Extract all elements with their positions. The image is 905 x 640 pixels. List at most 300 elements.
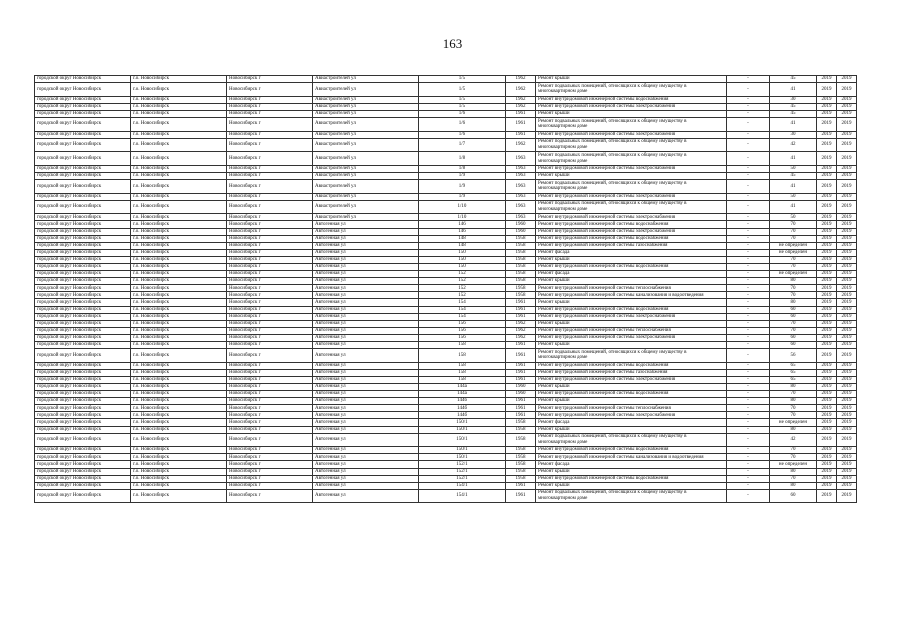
year-built-cell: 1958 <box>506 468 536 475</box>
work-type-cell: Ремонт внутридомовой инженерной системы теплоснабжения <box>536 327 727 334</box>
table-row <box>35 398 857 405</box>
dash-cell: - <box>727 242 770 249</box>
dash-cell: - <box>727 285 770 292</box>
work-volume-cell: 70 <box>770 475 817 482</box>
district-cell: городской округ Новосибирск <box>35 249 131 256</box>
start-year-cell: 2019 <box>817 103 837 110</box>
end-year-cell: 2019 <box>837 306 857 313</box>
start-year-cell: 2019 <box>817 271 837 278</box>
table-row <box>35 152 857 166</box>
start-year-cell: 2019 <box>817 200 837 214</box>
street-cell: Авиастроителей ул <box>313 76 419 83</box>
district-cell: городской округ Новосибирск <box>35 398 131 405</box>
house-number-cell: 146 <box>419 221 506 228</box>
end-year-cell: 2019 <box>837 249 857 256</box>
house-number-cell: 154/1 <box>419 489 506 503</box>
city-cell: Новосибирск г <box>227 172 313 179</box>
year-built-cell: 1963 <box>506 165 536 172</box>
year-built-cell: 1958 <box>506 447 536 454</box>
table-row <box>35 383 857 390</box>
work-volume-cell: не определен <box>770 242 817 249</box>
city-cell: Новосибирск г <box>227 292 313 299</box>
start-year-cell: 2019 <box>817 131 837 138</box>
district-cell: городской округ Новосибирск <box>35 369 131 376</box>
start-year-cell: 2019 <box>817 447 837 454</box>
dash-cell: - <box>727 461 770 468</box>
end-year-cell: 2019 <box>837 235 857 242</box>
work-type-cell: Ремонт внутридомовой инженерной системы теплоснабжения <box>536 405 727 412</box>
city-cell: Новосибирск г <box>227 468 313 475</box>
end-year-cell: 2019 <box>837 138 857 152</box>
municipality-cell: г.о. Новосибирск <box>131 447 227 454</box>
district-cell: городской округ Новосибирск <box>35 433 131 447</box>
work-volume-cell: 41 <box>770 180 817 194</box>
table-row <box>35 327 857 334</box>
dash-cell: - <box>727 214 770 221</box>
district-cell: городской округ Новосибирск <box>35 256 131 263</box>
work-type-cell: Ремонт подвальных помещений, относящихся к общему имуществу в многоквартирном доме <box>536 180 727 194</box>
municipality-cell: г.о. Новосибирск <box>131 172 227 179</box>
work-volume-cell: 50 <box>770 165 817 172</box>
street-cell: Автогенная ул <box>313 405 419 412</box>
city-cell: Новосибирск г <box>227 83 313 97</box>
district-cell: городской округ Новосибирск <box>35 103 131 110</box>
start-year-cell: 2019 <box>817 327 837 334</box>
end-year-cell: 2019 <box>837 334 857 341</box>
district-cell: городской округ Новосибирск <box>35 271 131 278</box>
end-year-cell: 2019 <box>837 461 857 468</box>
street-cell: Автогенная ул <box>313 461 419 468</box>
table-row <box>35 235 857 242</box>
year-built-cell: 1961 <box>506 349 536 363</box>
house-number-cell: 154/1 <box>419 482 506 489</box>
dash-cell: - <box>727 200 770 214</box>
street-cell: Авиастроителей ул <box>313 193 419 200</box>
municipality-cell: г.о. Новосибирск <box>131 110 227 117</box>
district-cell: городской округ Новосибирск <box>35 76 131 83</box>
start-year-cell: 2019 <box>817 228 837 235</box>
city-cell: Новосибирск г <box>227 228 313 235</box>
city-cell: Новосибирск г <box>227 278 313 285</box>
start-year-cell: 2019 <box>817 96 837 103</box>
table-row <box>35 468 857 475</box>
start-year-cell: 2019 <box>817 383 837 390</box>
end-year-cell: 2019 <box>837 376 857 383</box>
year-built-cell: 1962 <box>506 327 536 334</box>
work-type-cell: Ремонт фасада <box>536 419 727 426</box>
city-cell: Новосибирск г <box>227 334 313 341</box>
city-cell: Новосибирск г <box>227 117 313 131</box>
house-number-cell: 148 <box>419 235 506 242</box>
dash-cell: - <box>727 278 770 285</box>
work-type-cell: Ремонт внутридомовой инженерной системы электроснабжения <box>536 228 727 235</box>
year-built-cell: 1961 <box>506 362 536 369</box>
house-number-cell: 1/6 <box>419 117 506 131</box>
table-row <box>35 433 857 447</box>
house-number-cell: 154 <box>419 306 506 313</box>
year-built-cell: 1958 <box>506 249 536 256</box>
district-cell: городской округ Новосибирск <box>35 412 131 419</box>
work-type-cell: Ремонт крыши <box>536 110 727 117</box>
end-year-cell: 2019 <box>837 285 857 292</box>
municipality-cell: г.о. Новосибирск <box>131 285 227 292</box>
street-cell: Авиастроителей ул <box>313 117 419 131</box>
work-type-cell: Ремонт внутридомовой инженерной системы канализования и водоотведения <box>536 454 727 461</box>
house-number-cell: 144б <box>419 412 506 419</box>
table-row <box>35 83 857 97</box>
city-cell: Новосибирск г <box>227 180 313 194</box>
street-cell: Автогенная ул <box>313 228 419 235</box>
house-number-cell: 1/5 <box>419 103 506 110</box>
work-type-cell: Ремонт внутридомовой инженерной системы водоснабжения <box>536 362 727 369</box>
work-type-cell: Ремонт внутридомовой инженерной системы электроснабжения <box>536 165 727 172</box>
house-number-cell: 158 <box>419 369 506 376</box>
district-cell: городской округ Новосибирск <box>35 172 131 179</box>
work-volume-cell: не определен <box>770 271 817 278</box>
table-row <box>35 342 857 349</box>
table-row <box>35 172 857 179</box>
street-cell: Автогенная ул <box>313 482 419 489</box>
house-number-cell: 150 <box>419 263 506 270</box>
district-cell: городской округ Новосибирск <box>35 376 131 383</box>
table-row <box>35 292 857 299</box>
end-year-cell: 2019 <box>837 426 857 433</box>
street-cell: Авиастроителей ул <box>313 152 419 166</box>
house-number-cell: 156 <box>419 334 506 341</box>
year-built-cell: 1961 <box>506 398 536 405</box>
end-year-cell: 2019 <box>837 475 857 482</box>
start-year-cell: 2019 <box>817 83 837 97</box>
end-year-cell: 2019 <box>837 131 857 138</box>
table-row <box>35 475 857 482</box>
year-built-cell: 1958 <box>506 426 536 433</box>
work-type-cell: Ремонт внутридомовой инженерной системы электроснабжения <box>536 214 727 221</box>
repair-registry-table <box>34 75 857 503</box>
registry-body <box>35 76 857 503</box>
table-row <box>35 362 857 369</box>
work-volume-cell: 50 <box>770 193 817 200</box>
year-built-cell: 1962 <box>506 138 536 152</box>
year-built-cell: 1962 <box>506 334 536 341</box>
house-number-cell: 150 <box>419 256 506 263</box>
dash-cell: - <box>727 110 770 117</box>
work-type-cell: Ремонт внутридомовой инженерной системы водоснабжения <box>536 96 727 103</box>
house-number-cell: 156 <box>419 327 506 334</box>
year-built-cell: 1961 <box>506 117 536 131</box>
street-cell: Автогенная ул <box>313 306 419 313</box>
table-row <box>35 110 857 117</box>
end-year-cell: 2019 <box>837 165 857 172</box>
dash-cell: - <box>727 376 770 383</box>
start-year-cell: 2019 <box>817 433 837 447</box>
work-type-cell: Ремонт крыши <box>536 172 727 179</box>
municipality-cell: г.о. Новосибирск <box>131 228 227 235</box>
work-type-cell: Ремонт крыши <box>536 256 727 263</box>
start-year-cell: 2019 <box>817 369 837 376</box>
work-volume-cell: 41 <box>770 152 817 166</box>
dash-cell: - <box>727 83 770 97</box>
district-cell: городской округ Новосибирск <box>35 235 131 242</box>
municipality-cell: г.о. Новосибирск <box>131 242 227 249</box>
municipality-cell: г.о. Новосибирск <box>131 454 227 461</box>
year-built-cell: 1961 <box>506 110 536 117</box>
work-volume-cell: 70 <box>770 228 817 235</box>
house-number-cell: 154 <box>419 299 506 306</box>
work-volume-cell: 80 <box>770 398 817 405</box>
table-row <box>35 131 857 138</box>
work-type-cell: Ремонт крыши <box>536 342 727 349</box>
year-built-cell: 1961 <box>506 299 536 306</box>
table-row <box>35 489 857 503</box>
street-cell: Автогенная ул <box>313 271 419 278</box>
city-cell: Новосибирск г <box>227 193 313 200</box>
city-cell: Новосибирск г <box>227 405 313 412</box>
work-volume-cell: 56 <box>770 349 817 363</box>
municipality-cell: г.о. Новосибирск <box>131 482 227 489</box>
table-row <box>35 193 857 200</box>
work-type-cell: Ремонт крыши <box>536 398 727 405</box>
city-cell: Новосибирск г <box>227 327 313 334</box>
city-cell: Новосибирск г <box>227 242 313 249</box>
street-cell: Авиастроителей ул <box>313 200 419 214</box>
house-number-cell: 150/1 <box>419 419 506 426</box>
work-volume-cell: 80 <box>770 426 817 433</box>
district-cell: городской округ Новосибирск <box>35 278 131 285</box>
city-cell: Новосибирск г <box>227 221 313 228</box>
work-type-cell: Ремонт внутридомовой инженерной системы теплоснабжения <box>536 285 727 292</box>
work-type-cell: Ремонт подвальных помещений, относящихся к общему имуществу в многоквартирном доме <box>536 117 727 131</box>
work-type-cell: Ремонт крыши <box>536 299 727 306</box>
table-row <box>35 228 857 235</box>
year-built-cell: 1962 <box>506 103 536 110</box>
district-cell: городской округ Новосибирск <box>35 461 131 468</box>
start-year-cell: 2019 <box>817 292 837 299</box>
district-cell: городской округ Новосибирск <box>35 306 131 313</box>
table-row <box>35 138 857 152</box>
city-cell: Новосибирск г <box>227 152 313 166</box>
dash-cell: - <box>727 271 770 278</box>
house-number-cell: 1/10 <box>419 200 506 214</box>
work-type-cell: Ремонт подвальных помещений, относящихся к общему имуществу в многоквартирном доме <box>536 152 727 166</box>
start-year-cell: 2019 <box>817 334 837 341</box>
municipality-cell: г.о. Новосибирск <box>131 306 227 313</box>
year-built-cell: 1961 <box>506 342 536 349</box>
work-type-cell: Ремонт подвальных помещений, относящихся к общему имуществу в многоквартирном доме <box>536 349 727 363</box>
work-volume-cell: 70 <box>770 256 817 263</box>
start-year-cell: 2019 <box>817 362 837 369</box>
district-cell: городской округ Новосибирск <box>35 214 131 221</box>
work-volume-cell: 70 <box>770 292 817 299</box>
dash-cell: - <box>727 342 770 349</box>
street-cell: Автогенная ул <box>313 454 419 461</box>
dash-cell: - <box>727 138 770 152</box>
street-cell: Авиастроителей ул <box>313 131 419 138</box>
house-number-cell: 1/8 <box>419 152 506 166</box>
district-cell: городской округ Новосибирск <box>35 242 131 249</box>
work-type-cell: Ремонт внутридомовой инженерной системы водоснабжения <box>536 391 727 398</box>
house-number-cell: 1/9 <box>419 180 506 194</box>
year-built-cell: 1961 <box>506 489 536 503</box>
work-type-cell: Ремонт подвальных помещений, относящихся к общему имуществу в многоквартирном доме <box>536 200 727 214</box>
table-row <box>35 278 857 285</box>
municipality-cell: г.о. Новосибирск <box>131 235 227 242</box>
start-year-cell: 2019 <box>817 138 837 152</box>
city-cell: Новосибирск г <box>227 299 313 306</box>
work-volume-cell: 70 <box>770 391 817 398</box>
city-cell: Новосибирск г <box>227 342 313 349</box>
work-volume-cell: 80 <box>770 383 817 390</box>
end-year-cell: 2019 <box>837 263 857 270</box>
city-cell: Новосибирск г <box>227 214 313 221</box>
start-year-cell: 2019 <box>817 242 837 249</box>
year-built-cell: 1961 <box>506 412 536 419</box>
dash-cell: - <box>727 349 770 363</box>
house-number-cell: 1/5 <box>419 96 506 103</box>
house-number-cell: 156 <box>419 320 506 327</box>
end-year-cell: 2019 <box>837 271 857 278</box>
work-volume-cell: 65 <box>770 369 817 376</box>
city-cell: Новосибирск г <box>227 447 313 454</box>
year-built-cell: 1963 <box>506 152 536 166</box>
start-year-cell: 2019 <box>817 419 837 426</box>
end-year-cell: 2019 <box>837 76 857 83</box>
work-type-cell: Ремонт внутридомовой инженерной системы электроснабжения <box>536 334 727 341</box>
district-cell: городской округ Новосибирск <box>35 292 131 299</box>
work-type-cell: Ремонт внутридомовой инженерной системы газоснабжения <box>536 242 727 249</box>
dash-cell: - <box>727 306 770 313</box>
street-cell: Автогенная ул <box>313 278 419 285</box>
district-cell: городской округ Новосибирск <box>35 138 131 152</box>
municipality-cell: г.о. Новосибирск <box>131 131 227 138</box>
street-cell: Автогенная ул <box>313 447 419 454</box>
end-year-cell: 2019 <box>837 391 857 398</box>
street-cell: Автогенная ул <box>313 383 419 390</box>
street-cell: Автогенная ул <box>313 398 419 405</box>
work-type-cell: Ремонт внутридомовой инженерной системы водоснабжения <box>536 235 727 242</box>
city-cell: Новосибирск г <box>227 131 313 138</box>
street-cell: Автогенная ул <box>313 299 419 306</box>
district-cell: городской округ Новосибирск <box>35 334 131 341</box>
start-year-cell: 2019 <box>817 313 837 320</box>
dash-cell: - <box>727 117 770 131</box>
year-built-cell: 1958 <box>506 242 536 249</box>
municipality-cell: г.о. Новосибирск <box>131 103 227 110</box>
municipality-cell: г.о. Новосибирск <box>131 391 227 398</box>
district-cell: городской округ Новосибирск <box>35 447 131 454</box>
start-year-cell: 2019 <box>817 454 837 461</box>
district-cell: городской округ Новосибирск <box>35 454 131 461</box>
municipality-cell: г.о. Новосибирск <box>131 398 227 405</box>
municipality-cell: г.о. Новосибирск <box>131 278 227 285</box>
work-type-cell: Ремонт подвальных помещений, относящихся к общему имуществу в многоквартирном доме <box>536 433 727 447</box>
dash-cell: - <box>727 489 770 503</box>
district-cell: городской округ Новосибирск <box>35 131 131 138</box>
work-volume-cell: 70 <box>770 263 817 270</box>
table-row <box>35 299 857 306</box>
house-number-cell: 154 <box>419 313 506 320</box>
municipality-cell: г.о. Новосибирск <box>131 165 227 172</box>
dash-cell: - <box>727 299 770 306</box>
street-cell: Автогенная ул <box>313 468 419 475</box>
house-number-cell: 144а <box>419 383 506 390</box>
end-year-cell: 2019 <box>837 200 857 214</box>
year-built-cell: 1958 <box>506 285 536 292</box>
table-row <box>35 391 857 398</box>
work-volume-cell: 70 <box>770 412 817 419</box>
end-year-cell: 2019 <box>837 152 857 166</box>
district-cell: городской округ Новосибирск <box>35 383 131 390</box>
dash-cell: - <box>727 228 770 235</box>
work-type-cell: Ремонт крыши <box>536 320 727 327</box>
year-built-cell: 1958 <box>506 419 536 426</box>
work-volume-cell: 80 <box>770 482 817 489</box>
year-built-cell: 1960 <box>506 221 536 228</box>
dash-cell: - <box>727 405 770 412</box>
work-type-cell: Ремонт внутридомовой инженерной системы электроснабжения <box>536 313 727 320</box>
dash-cell: - <box>727 447 770 454</box>
page-number: 163 <box>442 36 463 51</box>
work-volume-cell: 70 <box>770 285 817 292</box>
district-cell: городской округ Новосибирск <box>35 327 131 334</box>
street-cell: Автогенная ул <box>313 362 419 369</box>
dash-cell: - <box>727 391 770 398</box>
house-number-cell: 1/9 <box>419 193 506 200</box>
city-cell: Новосибирск г <box>227 376 313 383</box>
municipality-cell: г.о. Новосибирск <box>131 362 227 369</box>
year-built-cell: 1961 <box>506 482 536 489</box>
house-number-cell: 1/5 <box>419 83 506 97</box>
table-row <box>35 214 857 221</box>
work-volume-cell: 70 <box>770 221 817 228</box>
city-cell: Новосибирск г <box>227 482 313 489</box>
municipality-cell: г.о. Новосибирск <box>131 468 227 475</box>
street-cell: Автогенная ул <box>313 263 419 270</box>
year-built-cell: 1962 <box>506 76 536 83</box>
house-number-cell: 1/10 <box>419 214 506 221</box>
work-volume-cell: 60 <box>770 334 817 341</box>
dash-cell: - <box>727 180 770 194</box>
city-cell: Новосибирск г <box>227 362 313 369</box>
work-type-cell: Ремонт фасада <box>536 249 727 256</box>
district-cell: городской округ Новосибирск <box>35 468 131 475</box>
house-number-cell: 152/1 <box>419 475 506 482</box>
house-number-cell: 158 <box>419 362 506 369</box>
table-row <box>35 103 857 110</box>
house-number-cell: 144а <box>419 391 506 398</box>
year-built-cell: 1960 <box>506 391 536 398</box>
district-cell: городской округ Новосибирск <box>35 405 131 412</box>
start-year-cell: 2019 <box>817 165 837 172</box>
start-year-cell: 2019 <box>817 461 837 468</box>
city-cell: Новосибирск г <box>227 76 313 83</box>
district-cell: городской округ Новосибирск <box>35 117 131 131</box>
municipality-cell: г.о. Новосибирск <box>131 405 227 412</box>
municipality-cell: г.о. Новосибирск <box>131 193 227 200</box>
dash-cell: - <box>727 76 770 83</box>
city-cell: Новосибирск г <box>227 306 313 313</box>
start-year-cell: 2019 <box>817 172 837 179</box>
street-cell: Авиастроителей ул <box>313 165 419 172</box>
municipality-cell: г.о. Новосибирск <box>131 138 227 152</box>
house-number-cell: 152/1 <box>419 468 506 475</box>
work-volume-cell: 50 <box>770 214 817 221</box>
start-year-cell: 2019 <box>817 214 837 221</box>
start-year-cell: 2019 <box>817 299 837 306</box>
table-row <box>35 419 857 426</box>
street-cell: Авиастроителей ул <box>313 214 419 221</box>
table-row <box>35 165 857 172</box>
house-number-cell: 1/9 <box>419 172 506 179</box>
